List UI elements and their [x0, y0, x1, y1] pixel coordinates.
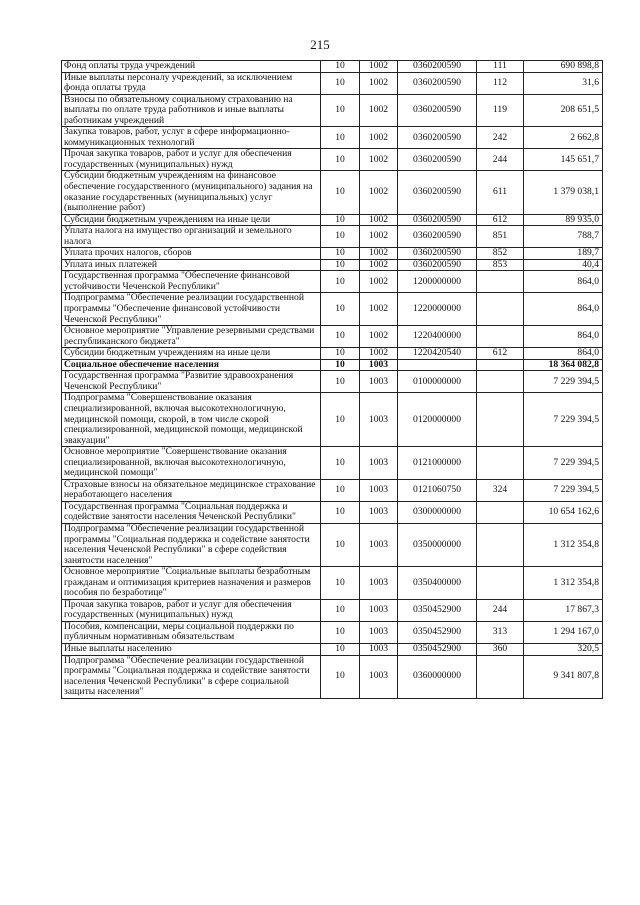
table-row [62, 293, 603, 326]
row-name-cell: Государственная программа "Обеспечение финансовой устойчивости Чеченской Республики" [62, 271, 321, 293]
row-section-cell: 10 [321, 371, 360, 393]
row-name-cell: Уплата иных платежей [62, 259, 321, 271]
table-row [62, 523, 603, 566]
row-section-cell: 10 [321, 567, 360, 600]
table-row [62, 226, 603, 248]
row-name-cell: Закупка товаров, работ, услуг в сфере информационно-коммуникационных технологий [62, 127, 321, 149]
row-section-cell: 10 [321, 326, 360, 348]
row-expense-type-cell [477, 393, 524, 447]
budget-table [61, 60, 603, 699]
table-row [62, 479, 603, 501]
row-name-cell: Основное мероприятие "Управление резервными средствами республиканского бюджета" [62, 326, 321, 348]
row-target-article-cell: 0360200590 [398, 61, 477, 73]
row-target-article-cell: 0300000000 [398, 501, 477, 523]
row-amount-cell: 7 229 394,5 [524, 393, 603, 447]
row-target-article-cell: 0360200590 [398, 259, 477, 271]
row-section-cell: 10 [321, 359, 360, 371]
row-target-article-cell: 0350400000 [398, 567, 477, 600]
row-subsection-cell: 1002 [360, 259, 398, 271]
row-name-cell: Основное мероприятие "Совершенствование оказания специализированной, включая высокотехнологичную, медицинской помощи" [62, 447, 321, 480]
row-subsection-cell: 1003 [360, 567, 398, 600]
row-section-cell: 10 [321, 226, 360, 248]
row-subsection-cell: 1003 [360, 359, 398, 371]
row-subsection-cell: 1003 [360, 371, 398, 393]
row-name-cell: Государственная программа "Социальная поддержка и содействие занятости населения Чеченской Республики" [62, 501, 321, 523]
row-target-article-cell: 0360200590 [398, 127, 477, 149]
table-row [62, 61, 603, 73]
row-target-article-cell: 0360200590 [398, 149, 477, 171]
row-name-cell: Субсидии бюджетным учреждениям на иные цели [62, 348, 321, 360]
row-target-article-cell: 0121000000 [398, 447, 477, 480]
row-subsection-cell: 1002 [360, 271, 398, 293]
row-amount-cell: 320,5 [524, 643, 603, 655]
row-target-article-cell: 1220400000 [398, 326, 477, 348]
row-subsection-cell: 1002 [360, 61, 398, 73]
row-amount-cell: 864,0 [524, 348, 603, 360]
row-expense-type-cell [477, 359, 524, 371]
table-row [62, 599, 603, 621]
row-amount-cell: 1 312 354,8 [524, 567, 603, 600]
row-section-cell: 10 [321, 643, 360, 655]
row-expense-type-cell: 612 [477, 348, 524, 360]
row-amount-cell: 1 379 038,1 [524, 171, 603, 214]
row-subsection-cell: 1002 [360, 94, 398, 127]
row-target-article-cell: 0360200590 [398, 214, 477, 226]
row-name-cell: Социальное обеспечение населения [62, 359, 321, 371]
row-name-cell: Основное мероприятие "Социальные выплаты безработным гражданам и оптимизация критериев назначения и размеров пособия по безработице" [62, 567, 321, 600]
row-subsection-cell: 1002 [360, 226, 398, 248]
row-subsection-cell: 1002 [360, 293, 398, 326]
row-expense-type-cell [477, 501, 524, 523]
row-section-cell: 10 [321, 655, 360, 698]
table-row [62, 149, 603, 171]
row-expense-type-cell: 111 [477, 61, 524, 73]
row-expense-type-cell [477, 271, 524, 293]
row-expense-type-cell: 324 [477, 479, 524, 501]
page-number: 215 [310, 37, 330, 52]
row-target-article-cell: 0360200590 [398, 248, 477, 260]
table-row [62, 326, 603, 348]
row-expense-type-cell: 851 [477, 226, 524, 248]
row-expense-type-cell: 360 [477, 643, 524, 655]
row-expense-type-cell [477, 293, 524, 326]
table-row [62, 171, 603, 214]
row-name-cell: Государственная программа "Развитие здравоохранения Чеченской Республики" [62, 371, 321, 393]
row-expense-type-cell: 853 [477, 259, 524, 271]
row-target-article-cell: 0360200590 [398, 226, 477, 248]
row-expense-type-cell [477, 523, 524, 566]
row-subsection-cell: 1002 [360, 127, 398, 149]
table-row [62, 259, 603, 271]
row-section-cell: 10 [321, 127, 360, 149]
table-row [62, 248, 603, 260]
row-target-article-cell: 1200000000 [398, 271, 477, 293]
row-amount-cell: 788,7 [524, 226, 603, 248]
row-amount-cell: 864,0 [524, 326, 603, 348]
row-subsection-cell: 1002 [360, 72, 398, 94]
row-section-cell: 10 [321, 248, 360, 260]
row-amount-cell: 1 312 354,8 [524, 523, 603, 566]
row-target-article-cell: 0350452900 [398, 621, 477, 643]
row-name-cell: Подпрограмма "Обеспечение реализации государственной программы "Обеспечение финансовой устойчивости Чеченской Республики" [62, 293, 321, 326]
row-subsection-cell: 1002 [360, 348, 398, 360]
row-name-cell: Уплата прочих налогов, сборов [62, 248, 321, 260]
row-subsection-cell: 1003 [360, 643, 398, 655]
row-expense-type-cell: 611 [477, 171, 524, 214]
row-name-cell: Пособия, компенсации, меры социальной поддержки по публичным нормативным обязательствам [62, 621, 321, 643]
row-amount-cell: 7 229 394,5 [524, 447, 603, 480]
row-amount-cell: 2 662,8 [524, 127, 603, 149]
row-section-cell: 10 [321, 523, 360, 566]
row-target-article-cell: 0121060750 [398, 479, 477, 501]
row-name-cell: Подпрограмма "Совершенствование оказания специализированной, включая высокотехнологичную, медицинской помощи, скорой, в том числе скорой специализированной, медицинской помощи, медицинской эвакуации" [62, 393, 321, 447]
row-section-cell: 10 [321, 393, 360, 447]
row-amount-cell: 208 651,5 [524, 94, 603, 127]
row-subsection-cell: 1003 [360, 447, 398, 480]
row-expense-type-cell: 244 [477, 599, 524, 621]
row-amount-cell: 10 654 162,6 [524, 501, 603, 523]
row-expense-type-cell: 313 [477, 621, 524, 643]
table-row [62, 643, 603, 655]
row-target-article-cell: 0360200590 [398, 94, 477, 127]
row-section-cell: 10 [321, 348, 360, 360]
row-target-article-cell: 0350000000 [398, 523, 477, 566]
budget-table-body [62, 61, 603, 699]
row-expense-type-cell [477, 567, 524, 600]
row-subsection-cell: 1003 [360, 479, 398, 501]
row-name-cell: Подпрограмма "Обеспечение реализации государственной программы "Социальная поддержка и содействие занятости населения Чеченской Республики" в сфере социальной защиты населения" [62, 655, 321, 698]
row-subsection-cell: 1002 [360, 326, 398, 348]
row-expense-type-cell: 612 [477, 214, 524, 226]
row-section-cell: 10 [321, 171, 360, 214]
row-subsection-cell: 1002 [360, 248, 398, 260]
row-name-cell: Страховые взносы на обязательное медицинское страхование неработающего населения [62, 479, 321, 501]
row-target-article-cell: 1220000000 [398, 293, 477, 326]
row-amount-cell: 18 364 082,8 [524, 359, 603, 371]
row-name-cell: Субсидии бюджетным учреждениям на финансовое обеспечение государственного (муниципального) задания на оказание государственных (муниципальных) услуг (выполнение работ) [62, 171, 321, 214]
row-amount-cell: 864,0 [524, 271, 603, 293]
row-section-cell: 10 [321, 479, 360, 501]
row-target-article-cell: 0350452900 [398, 643, 477, 655]
row-name-cell: Иные выплаты персоналу учреждений, за исключением фонда оплаты труда [62, 72, 321, 94]
row-target-article-cell: 1220420540 [398, 348, 477, 360]
row-subsection-cell: 1002 [360, 171, 398, 214]
table-row [62, 271, 603, 293]
row-expense-type-cell: 242 [477, 127, 524, 149]
table-row [62, 359, 603, 371]
row-target-article-cell: 0120000000 [398, 393, 477, 447]
row-subsection-cell: 1003 [360, 621, 398, 643]
row-subsection-cell: 1003 [360, 523, 398, 566]
row-section-cell: 10 [321, 61, 360, 73]
row-expense-type-cell [477, 655, 524, 698]
row-target-article-cell: 0350452900 [398, 599, 477, 621]
row-subsection-cell: 1003 [360, 501, 398, 523]
row-amount-cell: 864,0 [524, 293, 603, 326]
table-row [62, 127, 603, 149]
row-amount-cell: 17 867,3 [524, 599, 603, 621]
row-expense-type-cell [477, 371, 524, 393]
row-amount-cell: 89 935,0 [524, 214, 603, 226]
row-amount-cell: 7 229 394,5 [524, 371, 603, 393]
table-row [62, 72, 603, 94]
row-amount-cell: 31,6 [524, 72, 603, 94]
row-amount-cell: 40,4 [524, 259, 603, 271]
row-section-cell: 10 [321, 259, 360, 271]
row-expense-type-cell: 244 [477, 149, 524, 171]
row-section-cell: 10 [321, 599, 360, 621]
row-subsection-cell: 1003 [360, 393, 398, 447]
table-row [62, 447, 603, 480]
row-section-cell: 10 [321, 621, 360, 643]
row-expense-type-cell: 119 [477, 94, 524, 127]
row-name-cell: Фонд оплаты труда учреждений [62, 61, 321, 73]
row-section-cell: 10 [321, 501, 360, 523]
row-section-cell: 10 [321, 271, 360, 293]
row-amount-cell: 7 229 394,5 [524, 479, 603, 501]
row-expense-type-cell [477, 447, 524, 480]
row-expense-type-cell [477, 326, 524, 348]
row-section-cell: 10 [321, 72, 360, 94]
table-row [62, 214, 603, 226]
table-row [62, 621, 603, 643]
row-expense-type-cell: 852 [477, 248, 524, 260]
row-name-cell: Уплата налога на имущество организаций и земельного налога [62, 226, 321, 248]
row-section-cell: 10 [321, 214, 360, 226]
row-subsection-cell: 1002 [360, 149, 398, 171]
table-row [62, 567, 603, 600]
row-target-article-cell: 0360200590 [398, 72, 477, 94]
row-name-cell: Взносы по обязательному социальному страхованию на выплаты по оплате труда работников и иные выплаты работникам учреждений [62, 94, 321, 127]
table-row [62, 371, 603, 393]
row-amount-cell: 9 341 807,8 [524, 655, 603, 698]
row-name-cell: Иные выплаты населению [62, 643, 321, 655]
row-section-cell: 10 [321, 447, 360, 480]
row-subsection-cell: 1002 [360, 214, 398, 226]
row-amount-cell: 690 898,8 [524, 61, 603, 73]
row-section-cell: 10 [321, 94, 360, 127]
row-amount-cell: 145 651,7 [524, 149, 603, 171]
row-section-cell: 10 [321, 149, 360, 171]
row-expense-type-cell: 112 [477, 72, 524, 94]
row-amount-cell: 1 294 167,0 [524, 621, 603, 643]
table-row [62, 393, 603, 447]
row-name-cell: Прочая закупка товаров, работ и услуг для обеспечения государственных (муниципальных) нужд [62, 599, 321, 621]
row-subsection-cell: 1003 [360, 655, 398, 698]
table-row [62, 94, 603, 127]
row-target-article-cell: 0100000000 [398, 371, 477, 393]
row-section-cell: 10 [321, 293, 360, 326]
row-target-article-cell [398, 359, 477, 371]
table-row [62, 348, 603, 360]
row-target-article-cell: 0360200590 [398, 171, 477, 214]
row-target-article-cell: 0360000000 [398, 655, 477, 698]
row-name-cell: Прочая закупка товаров, работ и услуг для обеспечения государственных (муниципальных) нужд [62, 149, 321, 171]
row-subsection-cell: 1003 [360, 599, 398, 621]
row-name-cell: Подпрограмма "Обеспечение реализации государственной программы "Социальная поддержка и содействие занятости населения Чеченской Республики" в сфере содействия занятости населения" [62, 523, 321, 566]
row-name-cell: Субсидии бюджетным учреждениям на иные цели [62, 214, 321, 226]
table-row [62, 501, 603, 523]
table-row [62, 655, 603, 698]
row-amount-cell: 189,7 [524, 248, 603, 260]
